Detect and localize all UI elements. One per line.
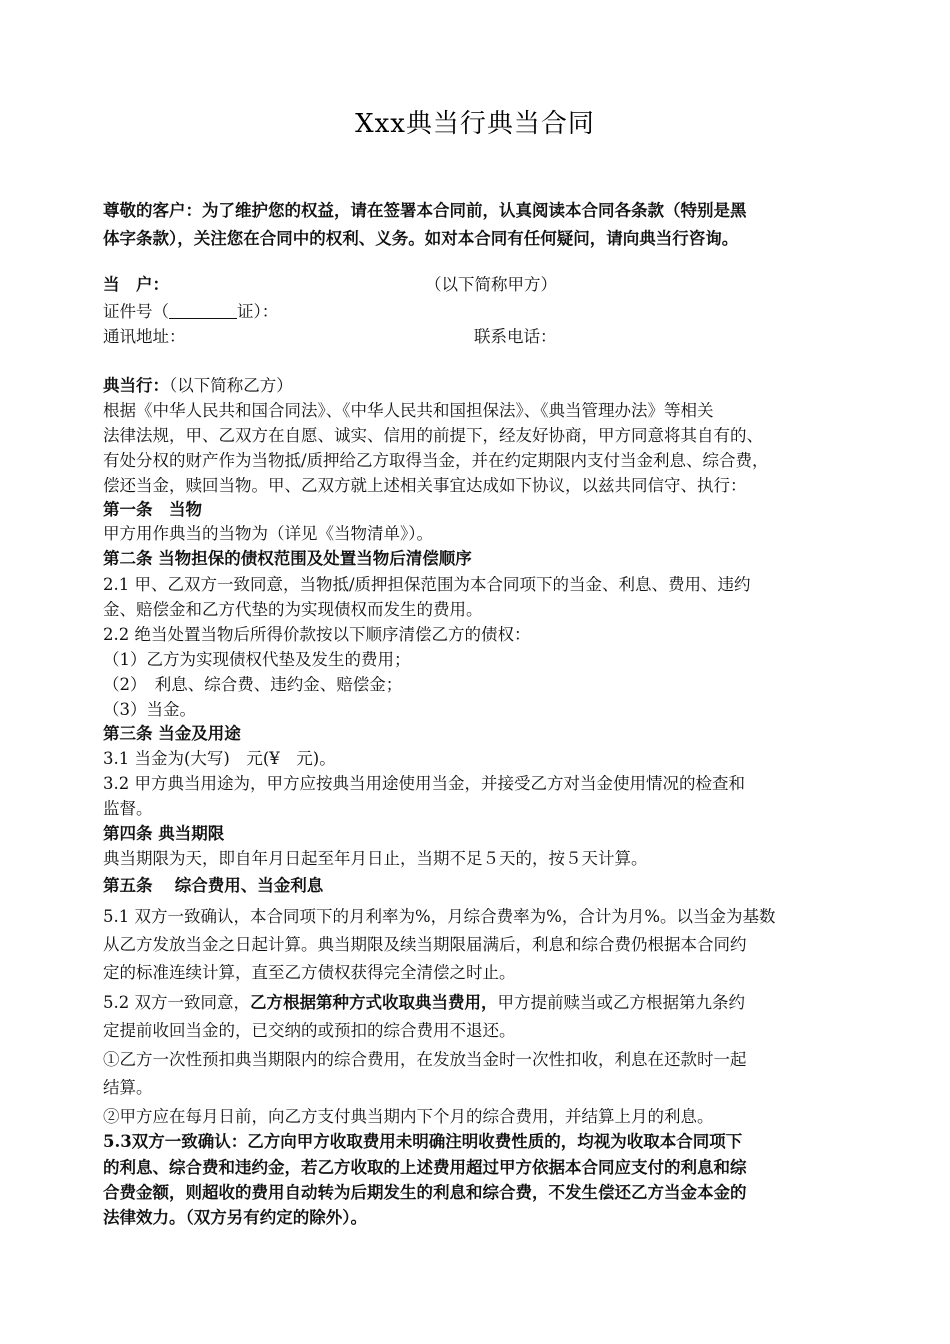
party-b-row [103, 374, 873, 398]
article-1-heading: 第一条 当物 [103, 500, 202, 519]
article-3-heading: 第三条 当金及用途 [103, 724, 241, 743]
article-1-text: 甲方用作典当的当物为（详见《当物清单》）。 [103, 524, 433, 543]
article-2-heading: 第二条 当物担保的债权范围及处置当物后清偿顺序 [103, 549, 472, 568]
article-5-2-start: 5.2 双方一致同意， [103, 993, 250, 1012]
article-5-heading: 第五条 综合费用、当金利息 [103, 876, 324, 895]
id-number-row [103, 300, 873, 324]
notice-line-1: 尊敬的客户：为了维护您的权益，请在签署本合同前，认真阅读本合同各条款（特别是黑 [103, 201, 747, 220]
id-prefix: 证件号（ [103, 302, 169, 321]
preamble-line-2: 法律法规，甲、乙双方在自愿、诚实、信用的前提下，经友好协商，甲方同意将其自有的、 [103, 426, 763, 445]
article-5-1-line-3: 定的标准连续计算，直至乙方债权获得完全清偿之时止。 [103, 963, 516, 982]
id-type-blank[interactable] [169, 300, 237, 319]
article-5-3-line-3: 合费金额，则超收的费用自动转为后期发生的利息和综合费，不发生偿还乙方当金本金的 [103, 1183, 747, 1202]
article-5-3-line-1: 5.3双方一致确认：乙方向甲方收取费用未明确注明收费性质的，均视为收取本合同项下 [103, 1132, 743, 1151]
article-2-item-3: （3）当金。 [103, 700, 196, 719]
article-2-1-line-2: 金、赔偿金和乙方代垫的为实现债权而发生的费用。 [103, 600, 483, 619]
article-2-1-line-1: 2.1 甲、乙双方一致同意，当物抵/质押担保范围为本合同项下的当金、利息、费用、违约 [103, 575, 751, 594]
article-4-text: 典当期限为天，即自年月日起至年月日止，当期不足５天的，按５天计算。 [103, 849, 648, 868]
phone-label: 联系电话： [474, 327, 557, 346]
article-5-2-bold: 乙方根据第种方式收取典当费用， [250, 993, 498, 1012]
party-a-label: 当 户： [103, 275, 169, 294]
option-2: ②甲方应在每月日前，向乙方支付典当期内下个月的综合费用，并结算上月的利息。 [103, 1107, 714, 1126]
article-5-1-line-2: 从乙方发放当金之日起计算。典当期限及续当期限届满后，利息和综合费仍根据本合同约 [103, 935, 747, 954]
id-suffix: 证）： [237, 302, 279, 321]
party-a-note: （以下简称甲方） [425, 275, 557, 294]
article-5-2-line-1 [103, 991, 873, 1015]
preamble-line-3: 有处分权的财产作为当物抵/质押给乙方取得当金，并在约定期限内支付当金利息、综合费， [103, 451, 769, 470]
option-1-line-2: 结算。 [103, 1078, 153, 1097]
article-5-1-line-1: 5.1 双方一致确认，本合同项下的月利率为%，月综合费率为%，合计为月%。以当金为基数 [103, 907, 776, 926]
article-2-2: 2.2 绝当处置当物后所得价款按以下顺序清偿乙方的债权： [103, 625, 531, 644]
preamble-line-1: 根据《中华人民共和国合同法》、《中华人民共和国担保法》、《典当管理办法》等相关 [103, 401, 714, 420]
article-2-item-1: （1）乙方为实现债权代垫及发生的费用； [103, 650, 411, 669]
article-5-2-end: 甲方提前赎当或乙方根据第九条约 [497, 993, 745, 1012]
article-5-2-line-2: 定提前收回当金的，已交纳的或预扣的综合费用不退还。 [103, 1021, 516, 1040]
document-title: Xxx典当行典当合同 [355, 109, 595, 139]
notice-line-2: 体字条款），关注您在合同中的权利、义务。如对本合同有任何疑问，请向典当行咨询。 [103, 229, 739, 248]
party-b-note: （以下简称乙方） [169, 376, 293, 395]
article-3-2-line-2: 监督。 [103, 799, 153, 818]
article-4-heading: 第四条 典当期限 [103, 824, 225, 843]
party-b-label: 典当行： [103, 376, 169, 395]
address-label: 通讯地址： [103, 327, 186, 346]
article-3-1: 3.1 当金为(大写) 元(¥ 元)。 [103, 749, 336, 768]
article-5-3-line-2: 的利息、综合费和违约金，若乙方收取的上述费用超过甲方依据本合同应支付的利息和综 [103, 1158, 747, 1177]
preamble-line-4: 偿还当金，赎回当物。甲、乙双方就上述相关事宜达成如下协议，以兹共同信守、执行： [103, 476, 747, 495]
option-1-line-1: ①乙方一次性预扣典当期限内的综合费用，在发放当金时一次性扣收，利息在还款时一起 [103, 1050, 747, 1069]
article-2-item-2: （2） 利息、综合费、违约金、赔偿金； [103, 675, 403, 694]
article-5-3-line-4: 法律效力。（双方另有约定的除外）。 [103, 1208, 367, 1227]
article-3-2-line-1: 3.2 甲方典当用途为，甲方应按典当用途使用当金，并接受乙方对当金使用情况的检查和 [103, 774, 745, 793]
